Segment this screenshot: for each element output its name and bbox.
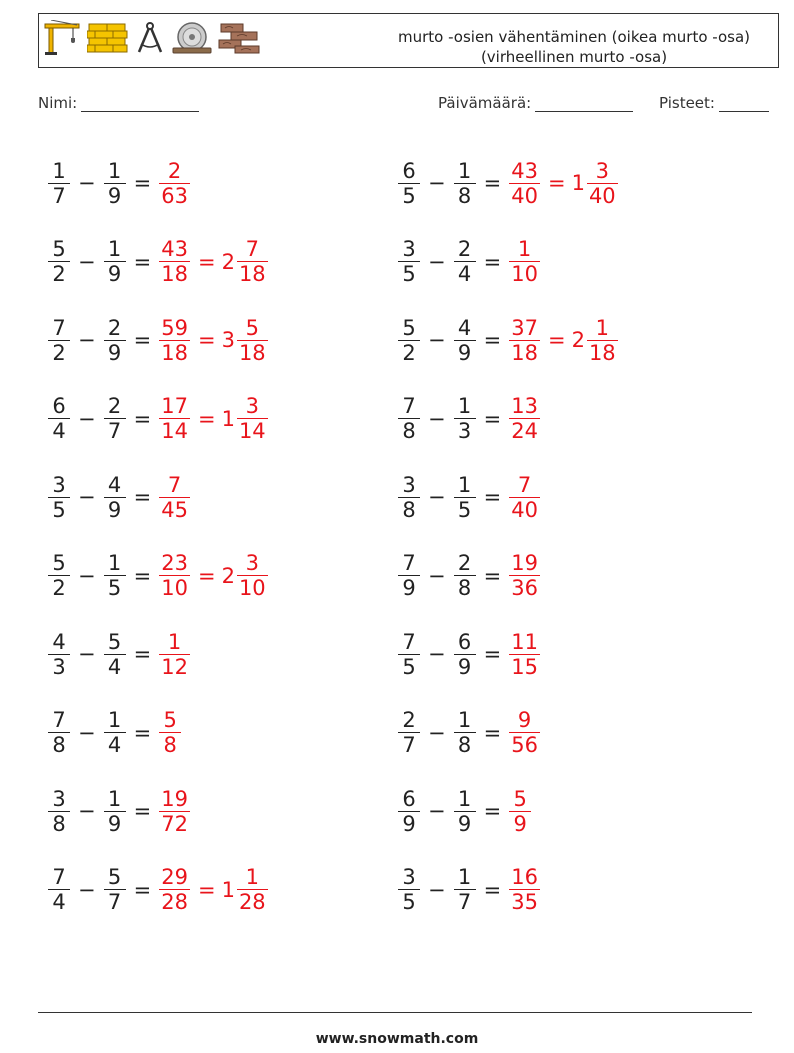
minus-sign: −: [428, 642, 446, 667]
minus-sign: −: [428, 877, 446, 902]
subtrahend-fraction-numerator: 1: [457, 786, 472, 811]
equals-sign: =: [133, 799, 152, 824]
minuend-fraction-denominator: 9: [398, 575, 420, 600]
minus-sign: −: [78, 563, 96, 588]
answer-fraction-numerator: 11: [511, 629, 538, 654]
answer-fraction-denominator: 14: [161, 419, 188, 444]
mixed-fraction: [237, 865, 268, 914]
subtrahend-fraction-denominator: 8: [454, 183, 476, 208]
minuend-fraction-numerator: 7: [402, 551, 416, 576]
subtrahend-fraction: [454, 237, 476, 286]
answer-fraction-denominator: 56: [511, 733, 538, 758]
subtrahend-fraction: [454, 316, 476, 365]
subtrahend-fraction-numerator: 1: [457, 158, 472, 183]
minuend-fraction-numerator: 3: [402, 472, 416, 497]
subtrahend-fraction-denominator: 7: [454, 889, 476, 914]
minuend-fraction-denominator: 5: [48, 497, 70, 522]
minuend-fraction: [48, 159, 70, 208]
subtrahend-fraction-denominator: 4: [454, 261, 476, 286]
subtrahend-fraction-denominator: 9: [454, 811, 476, 836]
problem-row: [44, 851, 272, 930]
problem-row: [44, 301, 272, 380]
minuend-fraction-numerator: 3: [402, 865, 416, 890]
subtrahend-fraction: [454, 708, 476, 757]
answer-fraction: [509, 159, 540, 208]
subtrahend-fraction-denominator: 8: [454, 575, 476, 600]
name-blank[interactable]: [81, 94, 199, 112]
answer-fraction: [509, 708, 540, 757]
subtrahend-fraction-denominator: 4: [104, 732, 126, 757]
minus-sign: −: [428, 720, 446, 745]
minuend-fraction: [398, 865, 420, 914]
subtrahend-fraction-denominator: 9: [104, 183, 126, 208]
answer-fraction-numerator: 1: [517, 237, 532, 262]
minuend-fraction: [48, 237, 70, 286]
minuend-fraction-numerator: 5: [402, 315, 416, 340]
minuend-fraction-numerator: 7: [52, 315, 66, 340]
header-icons: [43, 20, 261, 56]
answer-fraction-denominator: 10: [161, 576, 188, 601]
subtrahend-fraction-numerator: 2: [107, 394, 122, 419]
mixed-fraction-denominator: 14: [238, 419, 266, 444]
answer-fraction: [159, 473, 190, 522]
subtrahend-fraction: [104, 237, 126, 286]
footer-divider: [38, 1012, 752, 1013]
crane-icon: [43, 20, 83, 56]
student-info-row: [38, 94, 770, 118]
mixed-equals-sign: =: [197, 563, 216, 588]
minus-sign: −: [428, 328, 446, 353]
subtrahend-fraction-numerator: 4: [107, 472, 122, 497]
minuend-fraction-denominator: 4: [48, 418, 70, 443]
problem-row: [394, 458, 622, 537]
answer-fraction: [159, 787, 190, 836]
mixed-whole-number: 2: [571, 328, 585, 353]
problem-row: [44, 772, 272, 851]
answer-fraction: [509, 630, 540, 679]
problems-column-left: [44, 144, 272, 929]
subtrahend-fraction-denominator: 7: [104, 418, 126, 443]
minuend-fraction-numerator: 6: [402, 158, 416, 183]
minuend-fraction-denominator: 7: [398, 732, 420, 757]
minus-sign: −: [428, 249, 446, 274]
minuend-fraction: [48, 630, 70, 679]
minuend-fraction-denominator: 2: [48, 261, 70, 286]
answer-fraction-numerator: 1: [167, 629, 182, 654]
problem-row: [44, 144, 272, 223]
saw-blade-icon: [171, 20, 213, 56]
minuend-fraction-numerator: 3: [402, 237, 416, 262]
mixed-whole-number: 1: [571, 171, 585, 196]
answer-fraction-numerator: 37: [511, 315, 538, 340]
answer-fraction-denominator: 40: [511, 183, 538, 208]
mixed-fraction-numerator: 3: [245, 551, 259, 576]
worksheet-title: murto -osien vähentäminen (oikea murto -osa) (virheellinen murto -osa): [397, 28, 751, 66]
minuend-fraction-denominator: 9: [398, 811, 420, 836]
mixed-fraction-denominator: 18: [238, 262, 266, 287]
equals-sign: =: [133, 406, 152, 431]
mixed-equals-sign: =: [547, 328, 566, 353]
mixed-whole-number: 2: [221, 563, 235, 588]
problem-row: [394, 144, 622, 223]
minuend-fraction-denominator: 8: [48, 732, 70, 757]
subtrahend-fraction-numerator: 1: [107, 158, 122, 183]
subtrahend-fraction-denominator: 5: [454, 497, 476, 522]
minus-sign: −: [78, 720, 96, 745]
answer-fraction-numerator: 13: [511, 394, 538, 419]
problem-row: [394, 772, 622, 851]
equals-sign: =: [483, 249, 502, 274]
answer-fraction: [159, 865, 190, 914]
answer-fraction-numerator: 2: [167, 158, 182, 183]
date-label: Päivämäärä:: [438, 94, 532, 112]
mixed-whole-number: 3: [221, 328, 235, 353]
minuend-fraction-denominator: 7: [48, 183, 70, 208]
equals-sign: =: [133, 720, 152, 745]
subtrahend-fraction-numerator: 1: [457, 865, 472, 890]
mixed-fraction-denominator: 18: [588, 340, 616, 365]
equals-sign: =: [133, 328, 152, 353]
mixed-fraction-denominator: 18: [238, 340, 266, 365]
name-label: Nimi:: [38, 94, 78, 112]
answer-fraction: [509, 865, 540, 914]
mixed-fraction: [587, 316, 618, 365]
mixed-equals-sign: =: [197, 877, 216, 902]
mixed-fraction-numerator: 1: [595, 315, 609, 340]
minuend-fraction-numerator: 7: [402, 394, 416, 419]
minus-sign: −: [78, 249, 96, 274]
equals-sign: =: [483, 799, 502, 824]
mixed-fraction: [237, 394, 268, 443]
compass-icon: [133, 20, 167, 56]
mixed-equals-sign: =: [547, 171, 566, 196]
minuend-fraction-denominator: 3: [48, 654, 70, 679]
minuend-fraction: [48, 473, 70, 522]
equals-sign: =: [133, 249, 152, 274]
subtrahend-fraction-denominator: 9: [104, 340, 126, 365]
minuend-fraction-denominator: 5: [398, 889, 420, 914]
minus-sign: −: [78, 406, 96, 431]
subtrahend-fraction-denominator: 9: [454, 340, 476, 365]
subtrahend-fraction-denominator: 7: [104, 889, 126, 914]
minus-sign: −: [428, 563, 446, 588]
problem-row: [44, 694, 272, 773]
minuend-fraction: [398, 630, 420, 679]
minus-sign: −: [78, 877, 96, 902]
mixed-fraction-numerator: 7: [245, 237, 259, 262]
minuend-fraction-denominator: 8: [398, 497, 420, 522]
worksheet-header: [38, 13, 779, 68]
equals-sign: =: [483, 720, 502, 745]
subtrahend-fraction-numerator: 1: [457, 394, 472, 419]
mixed-fraction-numerator: 3: [595, 158, 609, 183]
subtrahend-fraction: [104, 630, 126, 679]
mixed-fraction: [237, 316, 268, 365]
minuend-fraction: [48, 316, 70, 365]
subtrahend-fraction-numerator: 1: [107, 708, 122, 733]
answer-fraction: [159, 708, 181, 757]
problem-row: [394, 301, 622, 380]
subtrahend-fraction-numerator: 1: [107, 237, 122, 262]
minuend-fraction: [398, 787, 420, 836]
minuend-fraction-numerator: 4: [52, 629, 66, 654]
answer-fraction: [159, 394, 190, 443]
equals-sign: =: [483, 485, 502, 510]
subtrahend-fraction-denominator: 5: [104, 575, 126, 600]
mixed-equals-sign: =: [197, 406, 216, 431]
subtrahend-fraction-numerator: 5: [107, 629, 122, 654]
minuend-fraction: [48, 394, 70, 443]
minuend-fraction-numerator: 6: [402, 786, 416, 811]
wood-planks-icon: [217, 20, 261, 56]
minuend-fraction: [398, 473, 420, 522]
mixed-equals-sign: =: [197, 249, 216, 274]
minus-sign: −: [428, 171, 446, 196]
minus-sign: −: [428, 799, 446, 824]
mixed-fraction-numerator: 3: [245, 394, 259, 419]
answer-fraction-denominator: 12: [161, 654, 188, 679]
name-field: [38, 94, 199, 112]
answer-fraction-denominator: 40: [511, 497, 538, 522]
subtrahend-fraction: [454, 394, 476, 443]
subtrahend-fraction: [104, 551, 126, 600]
subtrahend-fraction: [104, 159, 126, 208]
subtrahend-fraction-denominator: 8: [454, 732, 476, 757]
minuend-fraction-numerator: 7: [52, 865, 66, 890]
minus-sign: −: [78, 799, 96, 824]
minuend-fraction-numerator: 7: [402, 629, 416, 654]
subtrahend-fraction: [104, 865, 126, 914]
minuend-fraction: [48, 551, 70, 600]
answer-fraction-denominator: 28: [161, 890, 188, 915]
minus-sign: −: [78, 642, 96, 667]
minuend-fraction-numerator: 7: [52, 708, 66, 733]
answer-fraction-denominator: 8: [159, 732, 181, 757]
equals-sign: =: [133, 171, 152, 196]
mixed-whole-number: 1: [221, 877, 235, 902]
minuend-fraction-denominator: 8: [398, 418, 420, 443]
subtrahend-fraction-denominator: 9: [454, 654, 476, 679]
mixed-fraction: [237, 551, 268, 600]
subtrahend-fraction-denominator: 3: [454, 418, 476, 443]
minuend-fraction-numerator: 3: [52, 472, 66, 497]
problem-row: [44, 223, 272, 302]
minuend-fraction-numerator: 1: [52, 158, 66, 183]
minuend-fraction: [398, 708, 420, 757]
equals-sign: =: [133, 642, 152, 667]
answer-fraction: [159, 159, 190, 208]
minuend-fraction-denominator: 5: [398, 654, 420, 679]
equals-sign: =: [483, 563, 502, 588]
subtrahend-fraction-numerator: 1: [107, 551, 122, 576]
subtrahend-fraction: [104, 394, 126, 443]
equals-sign: =: [483, 406, 502, 431]
minuend-fraction-numerator: 3: [52, 786, 66, 811]
answer-fraction-denominator: 18: [161, 340, 188, 365]
answer-fraction-numerator: 5: [513, 786, 527, 811]
answer-fraction-denominator: 18: [511, 340, 538, 365]
score-field: [659, 94, 769, 112]
answer-fraction-denominator: 24: [511, 419, 538, 444]
minuend-fraction-numerator: 5: [52, 237, 66, 262]
answer-fraction-numerator: 23: [161, 551, 188, 576]
subtrahend-fraction: [104, 708, 126, 757]
equals-sign: =: [133, 877, 152, 902]
minuend-fraction-denominator: 5: [398, 261, 420, 286]
minuend-fraction: [48, 865, 70, 914]
answer-fraction-denominator: 18: [161, 262, 188, 287]
mixed-fraction: [587, 159, 618, 208]
problem-row: [44, 537, 272, 616]
equals-sign: =: [483, 642, 502, 667]
minuend-fraction: [398, 237, 420, 286]
answer-fraction: [159, 237, 190, 286]
problem-row: [394, 851, 622, 930]
date-field: [438, 94, 633, 112]
subtrahend-fraction-denominator: 9: [104, 261, 126, 286]
answer-fraction: [509, 551, 540, 600]
problem-row: [394, 694, 622, 773]
minuend-fraction-numerator: 2: [402, 708, 416, 733]
minus-sign: −: [78, 328, 96, 353]
minuend-fraction: [48, 708, 70, 757]
answer-fraction-denominator: 15: [511, 654, 538, 679]
problem-row: [44, 380, 272, 459]
equals-sign: =: [483, 328, 502, 353]
answer-fraction-numerator: 43: [511, 158, 538, 183]
answer-fraction-numerator: 43: [161, 237, 188, 262]
subtrahend-fraction-numerator: 1: [107, 786, 122, 811]
answer-fraction-numerator: 7: [167, 472, 182, 497]
problem-row: [44, 615, 272, 694]
problem-row: [394, 615, 622, 694]
problem-row: [44, 458, 272, 537]
minuend-fraction-denominator: 4: [48, 889, 70, 914]
mixed-whole-number: 2: [221, 249, 235, 274]
subtrahend-fraction: [454, 473, 476, 522]
answer-fraction-denominator: 45: [161, 497, 188, 522]
subtrahend-fraction-numerator: 1: [457, 472, 472, 497]
answer-fraction-denominator: 35: [511, 890, 538, 915]
minuend-fraction-numerator: 6: [52, 394, 66, 419]
equals-sign: =: [483, 877, 502, 902]
minuend-fraction: [398, 551, 420, 600]
equals-sign: =: [133, 563, 152, 588]
problem-row: [394, 537, 622, 616]
answer-fraction: [509, 237, 540, 286]
answer-fraction: [509, 316, 540, 365]
mixed-fraction-denominator: 40: [588, 183, 616, 208]
subtrahend-fraction-numerator: 2: [107, 315, 122, 340]
subtrahend-fraction-numerator: 2: [457, 551, 472, 576]
answer-fraction-numerator: 59: [161, 315, 188, 340]
minuend-fraction-denominator: 2: [48, 340, 70, 365]
score-blank[interactable]: [719, 94, 769, 112]
mixed-fraction: [237, 237, 268, 286]
subtrahend-fraction: [454, 159, 476, 208]
subtrahend-fraction: [104, 473, 126, 522]
answer-fraction: [509, 394, 540, 443]
subtrahend-fraction: [104, 316, 126, 365]
minus-sign: −: [78, 485, 96, 510]
mixed-whole-number: 1: [221, 406, 235, 431]
answer-fraction: [159, 316, 190, 365]
subtrahend-fraction-numerator: 6: [457, 629, 472, 654]
subtrahend-fraction: [454, 787, 476, 836]
subtrahend-fraction-denominator: 9: [104, 497, 126, 522]
problems-column-right: [394, 144, 622, 929]
problem-row: [394, 223, 622, 302]
answer-fraction-denominator: 36: [511, 576, 538, 601]
minuend-fraction-numerator: 5: [52, 551, 66, 576]
minus-sign: −: [428, 485, 446, 510]
minuend-fraction: [398, 394, 420, 443]
date-blank[interactable]: [535, 94, 633, 112]
subtrahend-fraction-denominator: 4: [104, 654, 126, 679]
minuend-fraction-denominator: 2: [398, 340, 420, 365]
minuend-fraction: [398, 316, 420, 365]
minuend-fraction-denominator: 8: [48, 811, 70, 836]
subtrahend-fraction-denominator: 9: [104, 811, 126, 836]
minus-sign: −: [78, 171, 96, 196]
mixed-fraction-numerator: 5: [245, 315, 259, 340]
answer-fraction-numerator: 17: [161, 394, 188, 419]
answer-fraction-denominator: 10: [511, 262, 538, 287]
subtrahend-fraction-numerator: 4: [457, 315, 472, 340]
mixed-equals-sign: =: [197, 328, 216, 353]
equals-sign: =: [483, 171, 502, 196]
brick-wall-icon: [87, 20, 129, 56]
minus-sign: −: [428, 406, 446, 431]
answer-fraction-numerator: 16: [511, 865, 538, 890]
answer-fraction: [159, 551, 190, 600]
subtrahend-fraction-numerator: 2: [457, 237, 472, 262]
answer-fraction-numerator: 7: [517, 472, 532, 497]
answer-fraction: [509, 787, 531, 836]
minuend-fraction: [398, 159, 420, 208]
answer-fraction: [509, 473, 540, 522]
minuend-fraction-denominator: 5: [398, 183, 420, 208]
equals-sign: =: [133, 485, 152, 510]
mixed-fraction-numerator: 1: [245, 865, 259, 890]
subtrahend-fraction: [454, 630, 476, 679]
subtrahend-fraction-numerator: 1: [457, 708, 472, 733]
score-label: Pisteet:: [659, 94, 715, 112]
answer-fraction-denominator: 72: [161, 811, 188, 836]
answer-fraction-numerator: 29: [161, 865, 188, 890]
answer-fraction-numerator: 9: [517, 708, 532, 733]
answer-fraction-numerator: 19: [511, 551, 538, 576]
mixed-fraction-denominator: 10: [238, 576, 266, 601]
answer-fraction-numerator: 19: [161, 786, 188, 811]
answer-fraction-denominator: 9: [509, 811, 531, 836]
answer-fraction-numerator: 5: [163, 708, 177, 733]
answer-fraction: [159, 630, 190, 679]
subtrahend-fraction-numerator: 5: [107, 865, 122, 890]
subtrahend-fraction: [454, 551, 476, 600]
minuend-fraction: [48, 787, 70, 836]
mixed-fraction-denominator: 28: [238, 890, 266, 915]
problem-row: [394, 380, 622, 459]
subtrahend-fraction: [454, 865, 476, 914]
minuend-fraction-denominator: 2: [48, 575, 70, 600]
footer-url: www.snowmath.com: [315, 1031, 479, 1047]
subtrahend-fraction: [104, 787, 126, 836]
answer-fraction-denominator: 63: [161, 183, 188, 208]
